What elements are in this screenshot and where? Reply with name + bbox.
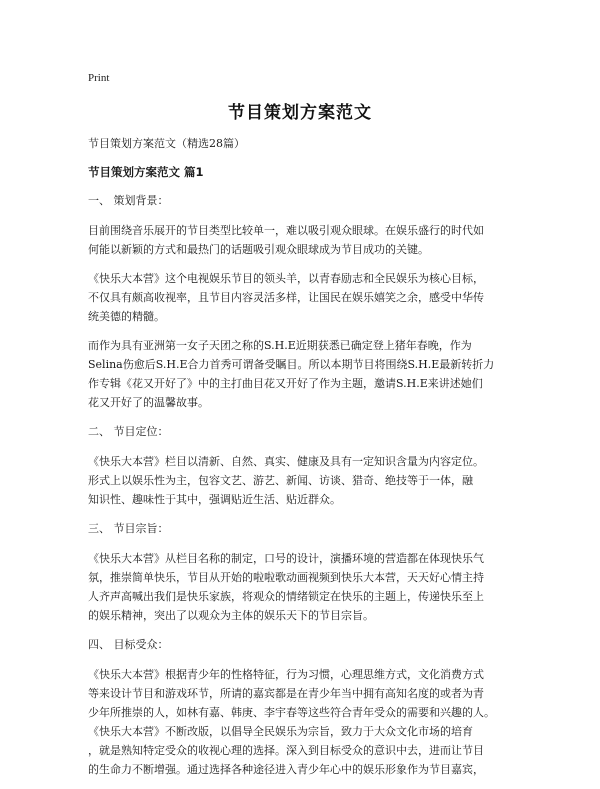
heading-background: 一、 策划背景： [88, 194, 169, 207]
document-body [88, 134, 518, 789]
paragraph-line: 花又开好了的温馨故事。 [88, 396, 209, 409]
section-heading: 节目策划方案范文 篇1 [88, 165, 204, 179]
paragraph-line: 氛，推崇简单快乐，节目从开始的啦啦歌动画视频到快乐大本营，天天好心情主持 [88, 571, 484, 584]
paragraph-line: 等来设计节目和游戏环节，所请的嘉宾都是在青少年当中拥有高知名度的或者为青 [88, 687, 484, 700]
paragraph-line: 《快乐大本营》不断改版，以倡导全民娱乐为宗旨，致力于大众文化市场的培育 [88, 725, 473, 738]
paragraph-line: 目前围绕音乐展开的节目类型比较单一，难以吸引观众眼球。在娱乐盛行的时代如 [88, 224, 484, 237]
paragraph-line: 而作为具有亚洲第一女子天团之称的S.H.E近期获悉已确定登上猪年春晚，作为 [88, 339, 472, 352]
heading-positioning: 二、 节目定位： [88, 425, 169, 438]
paragraph-line: 何能以新颖的方式和最热门的话题吸引观众眼球成为节目成功的关键。 [88, 243, 429, 256]
paragraph-line: ，就是熟知特定受众的收视心理的选择。深入到目标受众的意识中去，进而让节目 [88, 744, 484, 757]
paragraph [88, 221, 518, 259]
paragraph-line: 人齐声高喊出我们是快乐家族，将观众的情绪锁定在快乐的主题上，传递快乐至上 [88, 590, 484, 603]
paragraph [88, 665, 518, 779]
paragraph-line: 的生命力不断增强。通过选择各种途径进入青少年心中的娱乐形象作为节目嘉宾， [88, 763, 484, 776]
paragraph-line: 统美德的精髓。 [88, 310, 165, 323]
paragraph-line: 知识性、趣味性于其中，强调贴近生活、贴近群众。 [88, 493, 341, 506]
paragraph [88, 549, 518, 625]
paragraph-line: Selina伤愈后S.H.E合力首秀可谓备受瞩目。所以本期节目将围绕S.H.E最新转折力 [88, 358, 495, 371]
paragraph-line: 不仅具有颇高收视率，且节目内容灵活多样，让国民在娱乐嬉笑之余，感受中华传 [88, 291, 484, 304]
page-title: 节目策划方案范文 [228, 103, 372, 123]
document-subtitle: 节目策划方案范文（精选28篇） [88, 137, 245, 150]
paragraph [88, 452, 518, 509]
paragraph-line: 《快乐大本营》这个电视娱乐节目的领头羊，以青春励志和全民娱乐为核心目标， [88, 272, 484, 285]
print-label: Print [88, 72, 110, 84]
paragraph-line: 的娱乐精神，突出了以观众为主体的娱乐天下的节目宗旨。 [88, 609, 374, 622]
paragraph [88, 336, 518, 412]
paragraph-line: 形式上以娱乐性为主，包容文艺、游艺、新闻、访谈、猎奇、绝技等于一体，融 [88, 474, 473, 487]
paragraph [88, 269, 518, 326]
paragraph-line: 少年所推崇的人，如林有嘉、韩庚、李宇春等这些符合青年受众的需要和兴趣的人。 [88, 706, 495, 719]
heading-purpose: 三、 节目宗旨： [88, 522, 169, 535]
paragraph-line: 《快乐大本营》根据青少年的性格特征，行为习惯，心理思维方式，文化消费方式 [88, 668, 484, 681]
paragraph-line: 《快乐大本营》从栏目名称的制定，口号的设计，演播环境的营造都在体现快乐气 [88, 552, 484, 565]
paragraph-line: 《快乐大本营》栏目以清新、自然、真实、健康及具有一定知识含量为内容定位。 [88, 455, 484, 468]
paragraph-line: 作专辑《花又开好了》中的主打曲目花又开好了作为主题，邀请S.H.E来讲述她们 [88, 377, 483, 390]
heading-audience: 四、 目标受众： [88, 638, 169, 651]
